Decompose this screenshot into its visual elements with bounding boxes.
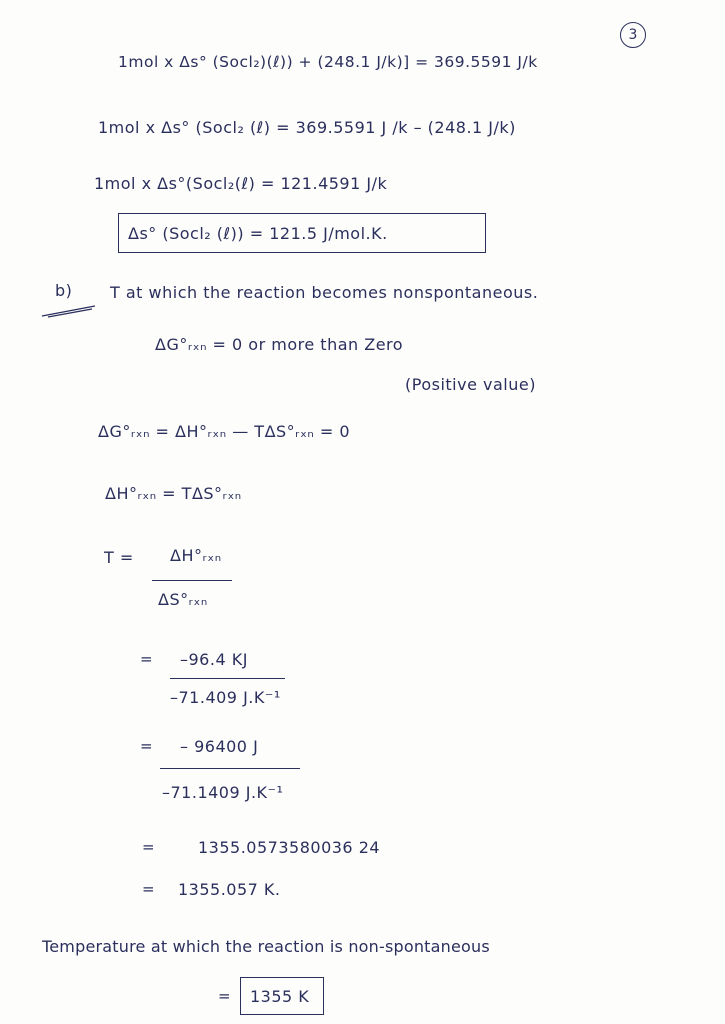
line-1: 1mol x Δs° (Socl₂)(ℓ)) + (248.1 J/k)] = 369.5591 J/k: [118, 53, 538, 71]
fraction-3-numerator: – 96400 J: [180, 737, 259, 756]
line-3: 1mol x Δs°(Socl₂(ℓ) = 121.4591 J/k: [94, 174, 388, 193]
result-1: 1355.0573580036 24: [198, 838, 381, 857]
condition-2: (Positive value): [405, 375, 536, 394]
page-number: 3: [628, 27, 638, 43]
final-answer: 1355 K: [250, 987, 310, 1006]
equals-sign-2: =: [140, 737, 154, 755]
fraction-2-bar: [170, 678, 285, 679]
fraction-2-denominator: –71.409 J.K⁻¹: [170, 688, 281, 707]
fraction-1-numerator: ΔH°ᵣₓₙ: [170, 546, 222, 565]
fraction-1-bar: [152, 580, 232, 581]
conclusion-line: Temperature at which the reaction is non-spontaneous: [42, 937, 490, 956]
result-2: 1355.057 K.: [178, 880, 281, 899]
equation-1: ΔG°ᵣₓₙ = ΔH°ᵣₓₙ — TΔS°ᵣₓₙ = 0: [98, 422, 351, 441]
page-number-circle: [620, 22, 646, 48]
equals-sign-1: =: [140, 650, 154, 668]
condition-1: ΔG°ᵣₓₙ = 0 or more than Zero: [155, 335, 404, 354]
equation-2: ΔH°ᵣₓₙ = TΔS°ᵣₓₙ: [105, 484, 242, 503]
part-b-label: b): [55, 281, 73, 300]
fraction-3-bar: [160, 768, 300, 769]
equals-sign-4: =: [142, 880, 156, 898]
fraction-2-numerator: –96.4 KJ: [180, 650, 248, 669]
line-2: 1mol x Δs° (Socl₂ (ℓ) = 369.5591 J /k – (248.1 J/k): [98, 118, 516, 137]
t-equals: T =: [104, 548, 134, 567]
line-4: Δs° (Socl₂ (ℓ)) = 121.5 J/mol.K.: [128, 224, 388, 243]
part-b-underline: [40, 300, 100, 320]
part-b-question: T at which the reaction becomes nonspontaneous.: [110, 283, 539, 302]
equals-sign-3: =: [142, 838, 156, 856]
fraction-1-denominator: ΔS°ᵣₓₙ: [158, 590, 208, 609]
fraction-3-denominator: –71.1409 J.K⁻¹: [162, 783, 284, 802]
equals-sign-5: =: [218, 987, 232, 1005]
